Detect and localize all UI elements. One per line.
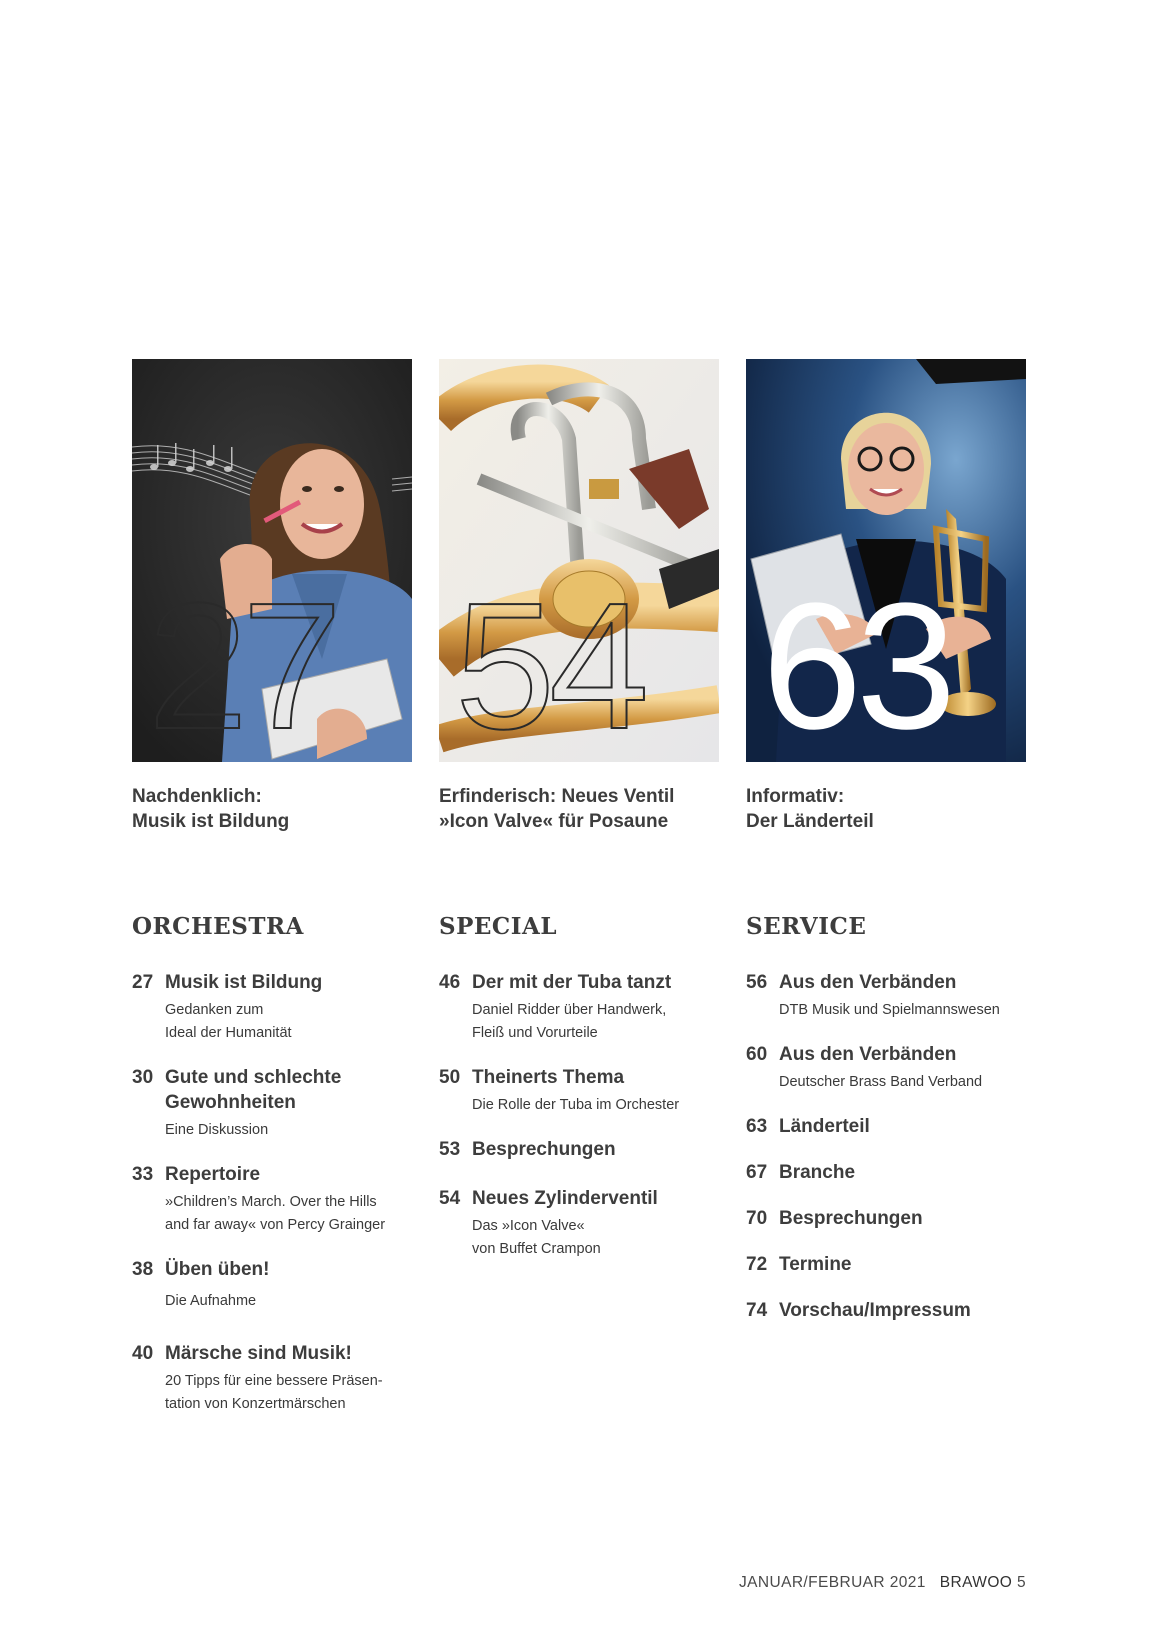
feature-number: 63: [762, 566, 951, 762]
toc-entry[interactable]: [132, 1341, 432, 1416]
page-number: 53: [439, 1139, 461, 1160]
toc-entry[interactable]: [439, 1186, 739, 1261]
entry-subtitle-line: Deutscher Brass Band Verband: [779, 1074, 983, 1090]
feature-number: 54: [455, 566, 644, 762]
feature-photo-chalkboard-girl: [132, 359, 412, 762]
entry-title: Länderteil: [779, 1116, 870, 1137]
feature-caption-line1: Erfinderisch: Neues Ventil: [439, 786, 675, 807]
toc-entry[interactable]: [746, 1298, 1046, 1323]
section-title: SPECIAL: [439, 913, 558, 940]
feature-special[interactable]: [439, 359, 719, 834]
entry-subtitle-line: Fleiß und Vorurteile: [472, 1025, 598, 1041]
entry-subtitle: [472, 999, 739, 1045]
page-number: 33: [132, 1164, 154, 1185]
toc-column-special: [439, 912, 739, 1281]
entry-subtitle-line: von Buffet Crampon: [472, 1241, 601, 1257]
toc-entry[interactable]: [746, 970, 1046, 1022]
page-number: 70: [746, 1208, 768, 1229]
toc-entry[interactable]: [746, 1160, 1046, 1185]
entry-subtitle-line: Daniel Ridder über Handwerk,: [472, 1002, 667, 1018]
page-number: 27: [132, 972, 154, 993]
entry-title: Theinerts Thema: [472, 1067, 625, 1088]
page-number: 63: [746, 1116, 768, 1137]
entry-title: Gute und schlechte: [165, 1067, 342, 1088]
entry-title: Besprechungen: [779, 1208, 923, 1229]
entry-title: Der mit der Tuba tanzt: [472, 972, 672, 993]
entry-subtitle: [165, 1290, 432, 1313]
page-number: 54: [439, 1188, 461, 1209]
entry-subtitle-line: »Children’s March. Over the Hills: [165, 1194, 377, 1210]
entry-subtitle: [779, 1071, 1046, 1094]
page-number: 50: [439, 1067, 461, 1088]
entry-subtitle-line: Eine Diskussion: [165, 1122, 269, 1138]
page-footer: [739, 1574, 1026, 1592]
entry-title: Üben üben!: [165, 1259, 270, 1280]
toc-entry[interactable]: [746, 1252, 1046, 1277]
toc-column-service: [746, 912, 1046, 1344]
page-number: 60: [746, 1044, 768, 1065]
entry-subtitle-line: tation von Konzertmärschen: [165, 1396, 346, 1412]
entry-subtitle-line: Die Aufnahme: [165, 1293, 257, 1309]
page-number: 72: [746, 1254, 768, 1275]
toc-entry[interactable]: [132, 1257, 432, 1313]
entry-subtitle-line: 20 Tipps für eine bessere Präsen-: [165, 1373, 383, 1389]
feature-number: 27: [148, 566, 337, 762]
feature-caption: [746, 784, 1026, 834]
page-number: 46: [439, 972, 461, 993]
feature-photo-trombone-valve: [439, 359, 719, 762]
toc-entry[interactable]: [132, 1162, 432, 1237]
entry-title: Repertoire: [165, 1164, 261, 1185]
entry-title: Vorschau/Impressum: [779, 1300, 971, 1321]
toc-column-orchestra: [132, 912, 432, 1436]
section-title: SERVICE: [746, 913, 867, 940]
toc-entry[interactable]: [746, 1114, 1046, 1139]
feature-caption: [439, 784, 719, 834]
feature-orchestra[interactable]: [132, 359, 412, 834]
issue-date: JANUAR/FEBRUAR 2021: [739, 1574, 926, 1591]
toc-entry[interactable]: [439, 970, 739, 1045]
feature-caption-line2: Musik ist Bildung: [132, 811, 290, 832]
entry-subtitle-line: Gedanken zum: [165, 1002, 264, 1018]
feature-caption-line2: »Icon Valve« für Posaune: [439, 811, 669, 832]
page-number: 74: [746, 1300, 768, 1321]
entry-subtitle: [779, 999, 1046, 1022]
entry-subtitle: [165, 1119, 432, 1142]
feature-caption-line1: Nachdenklich:: [132, 786, 262, 807]
toc-entry[interactable]: [439, 1137, 739, 1162]
entry-title: Aus den Verbänden: [779, 972, 957, 993]
feature-photo-trumpet-woman: [746, 359, 1026, 762]
entry-subtitle-line: DTB Musik und Spielmannswesen: [779, 1002, 1000, 1018]
entry-subtitle-line: Die Rolle der Tuba im Orchester: [472, 1097, 680, 1113]
entry-subtitle: [472, 1094, 739, 1117]
entry-title-line2: Gewohnheiten: [165, 1092, 296, 1113]
page-number: 56: [746, 972, 768, 993]
entry-subtitle-line: Ideal der Humanität: [165, 1025, 292, 1041]
feature-caption-line1: Informativ:: [746, 786, 845, 807]
magazine-brand: BRAWOO: [939, 1574, 1013, 1591]
page-number-footer: 5: [1016, 1574, 1026, 1591]
feature-caption-line2: Der Länderteil: [746, 811, 874, 832]
toc-entry[interactable]: [132, 1065, 432, 1142]
feature-service[interactable]: [746, 359, 1026, 834]
feature-caption: [132, 784, 412, 834]
page-number: 67: [746, 1162, 768, 1183]
entry-title: Märsche sind Musik!: [165, 1343, 352, 1364]
toc-entry[interactable]: [132, 970, 432, 1045]
section-title: ORCHESTRA: [132, 913, 304, 940]
entry-title: Termine: [779, 1254, 852, 1275]
entry-title: Musik ist Bildung: [165, 972, 323, 993]
entry-title: Branche: [779, 1162, 856, 1183]
entry-title: Besprechungen: [472, 1139, 616, 1160]
page-number: 40: [132, 1343, 154, 1364]
entry-subtitle: [165, 1370, 432, 1416]
page-number: 30: [132, 1067, 154, 1088]
entry-title: Neues Zylinderventil: [472, 1188, 658, 1209]
page-number: 38: [132, 1259, 154, 1280]
entry-subtitle: [165, 999, 432, 1045]
entry-subtitle: [165, 1191, 432, 1237]
entry-title: Aus den Verbänden: [779, 1044, 957, 1065]
toc-entry[interactable]: [746, 1042, 1046, 1094]
entry-subtitle-line: and far away« von Percy Grainger: [165, 1217, 386, 1233]
entry-subtitle-line: Das »Icon Valve«: [472, 1218, 585, 1234]
entry-subtitle: [472, 1215, 739, 1261]
toc-entry[interactable]: [746, 1206, 1046, 1231]
toc-entry[interactable]: [439, 1065, 739, 1117]
